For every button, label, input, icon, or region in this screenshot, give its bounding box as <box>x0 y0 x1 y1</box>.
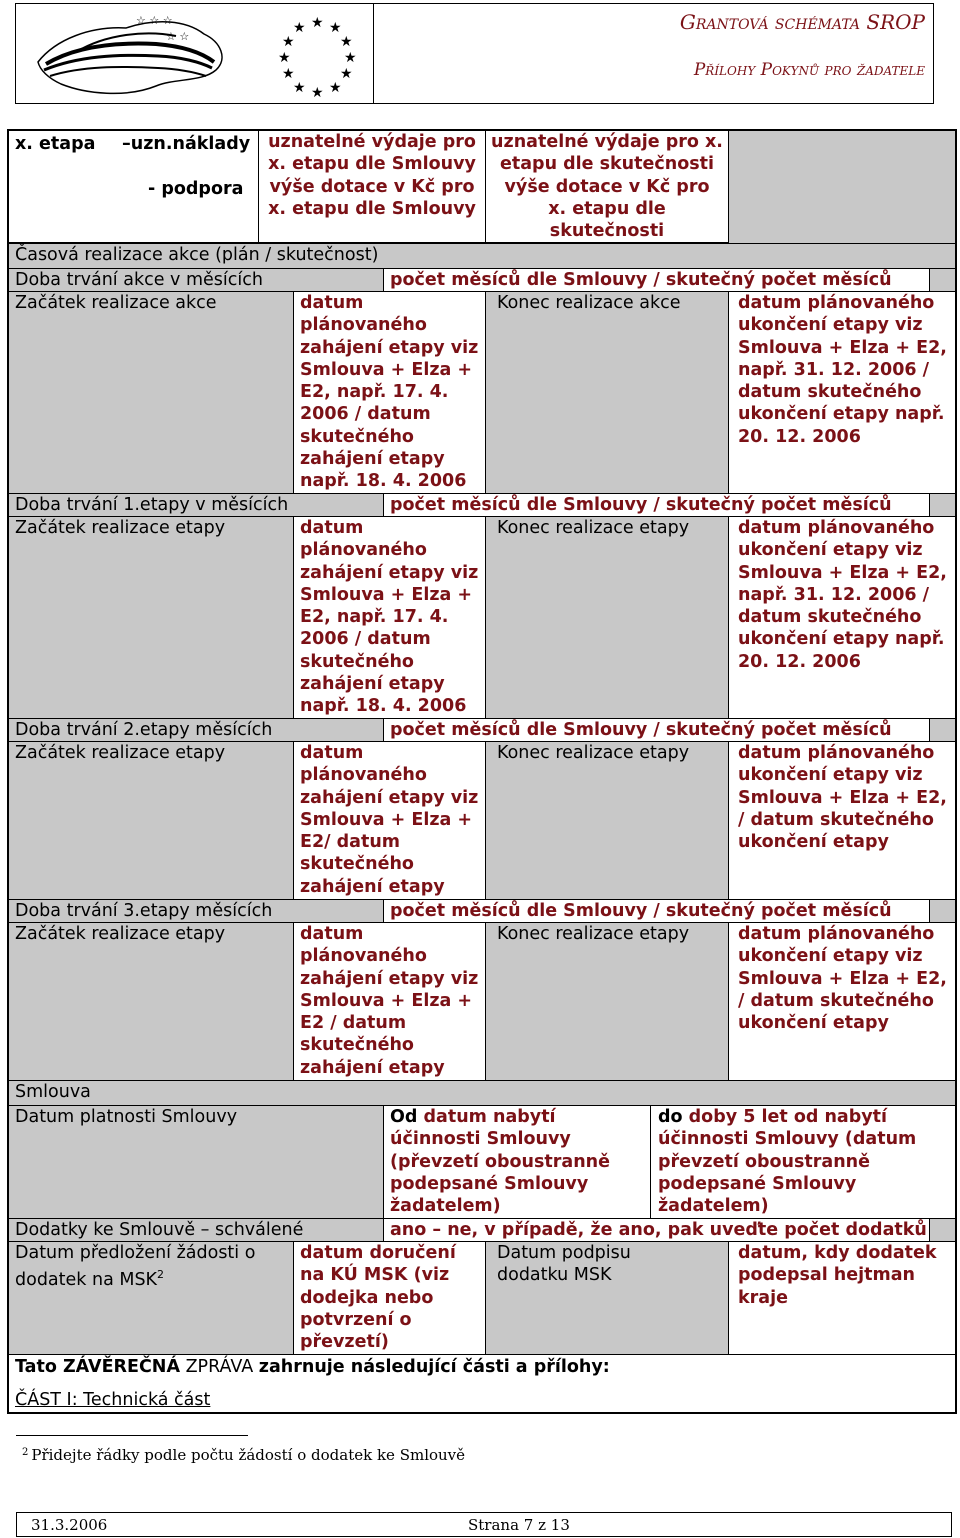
end-e2-line: ukončení etapy <box>738 832 889 853</box>
dodatky-label-cell <box>9 1219 384 1242</box>
eu-flag-stars <box>278 15 357 101</box>
etapa-skutecnost-cell <box>486 131 729 243</box>
svg-text:☆ ☆: ☆ ☆ <box>166 30 190 43</box>
start-e1-line: Smlouva + Elza + <box>300 584 473 605</box>
predlozeni-label-cell <box>9 1242 294 1355</box>
zaver-part: Tato <box>15 1357 63 1377</box>
end-e1-line: např. 31. 12. 2006 / <box>738 584 930 605</box>
zaver-cell <box>9 1355 955 1412</box>
end-e2-line: ukončení etapy viz <box>738 765 923 786</box>
end-e1-line: 20. 12. 2006 <box>738 651 861 672</box>
end-e2-date-cell <box>729 742 955 900</box>
dur-e3-value: počet měsíců dle Smlouvy / skutečný počet měsíců <box>390 901 892 921</box>
platnost-od-line: žadatelem) <box>390 1196 501 1217</box>
start-e1-label-cell <box>9 517 294 719</box>
platnost-do-line: žadatelem) <box>658 1196 769 1217</box>
etapa-label: x. etapa <box>15 134 96 154</box>
footnote-number: 2 <box>22 1447 29 1458</box>
start-e1-line: zahájení etapy <box>300 674 445 695</box>
etapa-smlouva-line: x. etapu dle Smlouvy <box>268 154 476 175</box>
start-akce-line: plánovaného <box>300 315 427 336</box>
start-akce-line: datum <box>300 293 364 313</box>
dur-akce-value: počet měsíců dle Smlouvy / skutečný počet měsíců <box>390 270 892 290</box>
logo-area <box>16 4 374 103</box>
end-akce-line: ukončení etapy např. <box>738 404 945 425</box>
dodatky-empty <box>930 1219 955 1242</box>
podpis-label-cell <box>486 1242 729 1355</box>
start-akce-label: Začátek realizace akce <box>15 293 217 313</box>
svg-text:★: ★ <box>282 66 295 82</box>
end-e1-line: ukončení etapy např. <box>738 629 945 650</box>
footnote-rule <box>16 1435 248 1436</box>
start-e3-date-cell <box>294 923 486 1081</box>
dur-e1-label: Doba trvání 1.etapy v měsících <box>15 495 289 515</box>
start-e3-line: datum <box>300 924 364 944</box>
podpis-label-line: Datum podpisu <box>497 1243 631 1263</box>
doruceni-line: převzetí) <box>300 1332 389 1353</box>
zaver-part: zahrnuje následující části a přílohy: <box>258 1357 610 1377</box>
platnost-od-cell <box>384 1106 651 1219</box>
platnost-od-line: datum nabytí <box>423 1107 556 1127</box>
zaver-part: ZPRÁVA <box>180 1357 259 1377</box>
end-akce-label: Konec realizace akce <box>497 293 681 313</box>
dur-e2-value: počet měsíců dle Smlouvy / skutečný počet měsíců <box>390 720 892 740</box>
end-akce-line: 20. 12. 2006 <box>738 426 861 447</box>
etapa-skutecnost-line: skutečnosti <box>549 221 665 242</box>
start-e1-line: např. 18. 4. 2006 <box>300 696 467 717</box>
footer-page-number: Strana 7 z 13 <box>468 1516 570 1534</box>
end-e1-label: Konec realizace etapy <box>497 518 690 538</box>
doruceni-line: datum doručení <box>300 1243 456 1263</box>
start-e2-line: plánovaného <box>300 765 427 786</box>
end-e3-line: ukončení etapy viz <box>738 946 923 967</box>
etapa-empty-cell <box>729 131 955 243</box>
time-header: Časová realizace akce (plán / skutečnost) <box>15 245 379 265</box>
end-e3-line: / datum skutečného <box>738 990 934 1011</box>
start-akce-label-cell <box>9 292 294 494</box>
start-akce-date-cell <box>294 292 486 494</box>
etapa-skutecnost-line: x. etapu dle <box>548 198 666 219</box>
svg-text:★: ★ <box>293 20 306 36</box>
doruceni-line: dodejka nebo <box>300 1287 434 1308</box>
page-footer <box>16 1512 952 1537</box>
svg-text:★: ★ <box>311 15 324 31</box>
end-e3-line: Smlouva + Elza + E2, <box>738 968 947 989</box>
end-akce-line: ukončení etapy viz <box>738 315 923 336</box>
podpis-label-line: dodatku MSK <box>497 1265 612 1286</box>
end-e3-label: Konec realizace etapy <box>497 924 690 944</box>
time-header-cell <box>9 243 955 269</box>
header-subtitle: Přílohy Pokynů pro žadatele <box>693 60 925 80</box>
dur-akce-value-cell <box>384 269 930 292</box>
page-header <box>15 3 934 104</box>
czech-map-logo <box>38 14 222 93</box>
start-e3-line: Smlouva + Elza + <box>300 990 473 1011</box>
end-e2-line: Smlouva + Elza + E2, <box>738 787 947 808</box>
dur-e2-empty <box>930 719 955 742</box>
zaver-text <box>15 1356 955 1378</box>
dur-e1-empty <box>930 494 955 517</box>
start-e1-label: Začátek realizace etapy <box>15 518 226 538</box>
end-akce-line: např. 31. 12. 2006 / <box>738 359 930 380</box>
dur-akce-label-cell <box>9 269 384 292</box>
doruceni-line: na KÚ MSK (viz <box>300 1265 450 1286</box>
doruceni-line: potvrzení o <box>300 1309 412 1330</box>
start-akce-line: 2006 / datum <box>300 404 431 425</box>
end-e1-line: Smlouva + Elza + E2, <box>738 562 947 583</box>
start-e3-line: zahájení etapy <box>300 1057 445 1078</box>
end-e1-date-cell <box>729 517 955 719</box>
eu-cz-logo <box>16 4 372 103</box>
cast-link[interactable]: ČÁST I: Technická část <box>15 1390 211 1411</box>
start-akce-line: skutečného <box>300 426 414 447</box>
platnost-label-cell <box>9 1106 384 1219</box>
platnost-do-line: převzetí oboustranně <box>658 1151 870 1172</box>
start-e1-line: datum <box>300 518 364 538</box>
start-e2-line: skutečného <box>300 854 414 875</box>
start-akce-line: E2, např. 17. 4. <box>300 382 449 403</box>
start-akce-line: zahájení etapy <box>300 449 445 470</box>
footnote-text: Přidejte řádky podle počtu žádostí o dodatek ke Smlouvě <box>31 1446 466 1464</box>
start-akce-line: Smlouva + Elza + <box>300 359 473 380</box>
start-e2-line: E2/ datum <box>300 832 401 853</box>
platnost-do-line: doby 5 let od nabytí <box>688 1107 888 1127</box>
header-title: Grantová schémata SROP <box>679 10 925 34</box>
end-e2-label-cell <box>486 742 729 900</box>
start-e1-date-cell <box>294 517 486 719</box>
platnost-label: Datum platnosti Smlouvy <box>15 1107 238 1127</box>
end-e2-label: Konec realizace etapy <box>497 743 690 763</box>
dodatky-value: ano – ne, v případě, že ano, pak uveďte počet dodatků <box>390 1220 927 1240</box>
dodatky-value-cell <box>384 1219 930 1242</box>
end-akce-date-cell <box>729 292 955 494</box>
platnost-do-cell <box>651 1106 955 1219</box>
start-e1-line: zahájení etapy viz <box>300 562 479 583</box>
podpis-line: kraje <box>738 1287 788 1308</box>
etapa-smlouva-cell <box>259 131 486 243</box>
start-akce-line: např. 18. 4. 2006 <box>300 471 467 492</box>
end-akce-label-cell <box>486 292 729 494</box>
svg-text:★: ★ <box>278 50 291 66</box>
etapa-smlouva-line: výše dotace v Kč pro <box>269 176 475 197</box>
svg-text:★: ★ <box>340 66 353 82</box>
start-e1-line: E2, např. 17. 4. <box>300 607 449 628</box>
uzn-naklady-label: –uzn.náklady <box>122 134 251 154</box>
end-e3-line: datum plánovaného <box>738 924 935 944</box>
start-e3-label-cell <box>9 923 294 1081</box>
end-e2-line: datum plánovaného <box>738 743 935 763</box>
platnost-od-prefix: Od <box>390 1107 418 1127</box>
end-e1-line: datum skutečného <box>738 607 922 628</box>
start-e1-line: 2006 / datum <box>300 629 431 650</box>
start-e2-label: Začátek realizace etapy <box>15 743 226 763</box>
doruceni-cell <box>294 1242 486 1355</box>
dur-e2-label: Doba trvání 2.etapy měsících <box>15 720 273 740</box>
platnost-od-line: (převzetí oboustranně <box>390 1151 610 1172</box>
podpora-label: - podpora <box>148 179 244 199</box>
dur-e1-label-cell <box>9 494 384 517</box>
platnost-od-line: podepsané Smlouvy <box>390 1173 589 1194</box>
start-e2-line: datum <box>300 743 364 763</box>
end-e3-label-cell <box>486 923 729 1081</box>
end-e1-label-cell <box>486 517 729 719</box>
predlozeni-label-line: dodatek na MSK <box>15 1270 158 1291</box>
podpis-line: datum, kdy dodatek <box>738 1243 937 1263</box>
dodatky-label: Dodatky ke Smlouvě – schválené <box>15 1220 304 1240</box>
start-e2-line: zahájení etapy viz <box>300 787 479 808</box>
dur-akce-label: Doba trvání akce v měsících <box>15 270 263 290</box>
end-e2-line: / datum skutečného <box>738 809 934 830</box>
podpis-line: podepsal hejtman <box>738 1265 915 1286</box>
footnote <box>22 1446 465 1464</box>
smlouva-header: Smlouva <box>15 1082 91 1102</box>
etapa-skutecnost-line: výše dotace v Kč pro <box>504 176 710 197</box>
start-akce-line: zahájení etapy viz <box>300 337 479 358</box>
end-akce-line: datum plánovaného <box>738 293 935 313</box>
end-e1-line: ukončení etapy viz <box>738 540 923 561</box>
start-e1-line: skutečného <box>300 651 414 672</box>
start-e3-line: skutečného <box>300 1035 414 1056</box>
dur-e1-value: počet měsíců dle Smlouvy / skutečný počet měsíců <box>390 495 892 515</box>
podpis-date-cell <box>729 1242 955 1355</box>
etapa-skutecnost-line: etapu dle skutečnosti <box>500 154 714 175</box>
dur-e2-value-cell <box>384 719 930 742</box>
dur-e3-empty <box>930 900 955 923</box>
header-titles <box>374 4 933 103</box>
etapa-smlouva-line: x. etapu dle Smlouvy <box>268 198 476 219</box>
etapa-smlouva-line: uznatelné výdaje pro <box>268 132 476 152</box>
dur-e3-label-cell <box>9 900 384 923</box>
dur-e1-value-cell <box>384 494 930 517</box>
start-e3-line: zahájení etapy viz <box>300 968 479 989</box>
svg-text:★: ★ <box>282 34 295 50</box>
start-e3-line: plánovaného <box>300 946 427 967</box>
platnost-od-line: účinnosti Smlouvy <box>390 1129 571 1150</box>
zaver-part: ZÁVĚREČNÁ <box>62 1357 180 1377</box>
svg-text:★: ★ <box>344 50 357 66</box>
report-table <box>7 129 957 1414</box>
dur-e3-label: Doba trvání 3.etapy měsících <box>15 901 273 921</box>
etapa-label-cell <box>9 131 259 243</box>
end-akce-line: datum skutečného <box>738 382 922 403</box>
platnost-do-line: podepsané Smlouvy <box>658 1173 857 1194</box>
end-e3-line: ukončení etapy <box>738 1013 889 1034</box>
end-e3-date-cell <box>729 923 955 1081</box>
predlozeni-label-line: Datum předložení žádosti o <box>15 1243 256 1263</box>
dur-e2-label-cell <box>9 719 384 742</box>
start-e3-label: Začátek realizace etapy <box>15 924 226 944</box>
svg-text:★: ★ <box>329 80 342 96</box>
smlouva-row <box>9 1081 955 1106</box>
etapa-skutecnost-line: uznatelné výdaje pro x. <box>491 132 723 152</box>
start-e1-line: plánovaného <box>300 540 427 561</box>
start-e3-line: E2 / datum <box>300 1013 407 1034</box>
start-e2-line: zahájení etapy <box>300 876 445 897</box>
svg-text:★: ★ <box>311 85 324 101</box>
platnost-do-line: účinnosti Smlouvy (datum <box>658 1129 917 1150</box>
svg-text:★: ★ <box>293 80 306 96</box>
svg-text:★: ★ <box>329 20 342 36</box>
start-e2-line: Smlouva + Elza + <box>300 809 473 830</box>
svg-text:☆ ☆ ☆: ☆ ☆ ☆ <box>136 14 173 27</box>
end-akce-line: Smlouva + Elza + E2, <box>738 337 947 358</box>
end-e1-line: datum plánovaného <box>738 518 935 538</box>
platnost-do-prefix: do <box>658 1107 683 1127</box>
dur-akce-empty <box>930 269 955 292</box>
footnote-ref: 2 <box>157 1268 165 1282</box>
svg-text:★: ★ <box>340 34 353 50</box>
dur-e3-value-cell <box>384 900 930 923</box>
footer-date: 31.3.2006 <box>31 1516 108 1534</box>
start-e2-date-cell <box>294 742 486 900</box>
start-e2-label-cell <box>9 742 294 900</box>
